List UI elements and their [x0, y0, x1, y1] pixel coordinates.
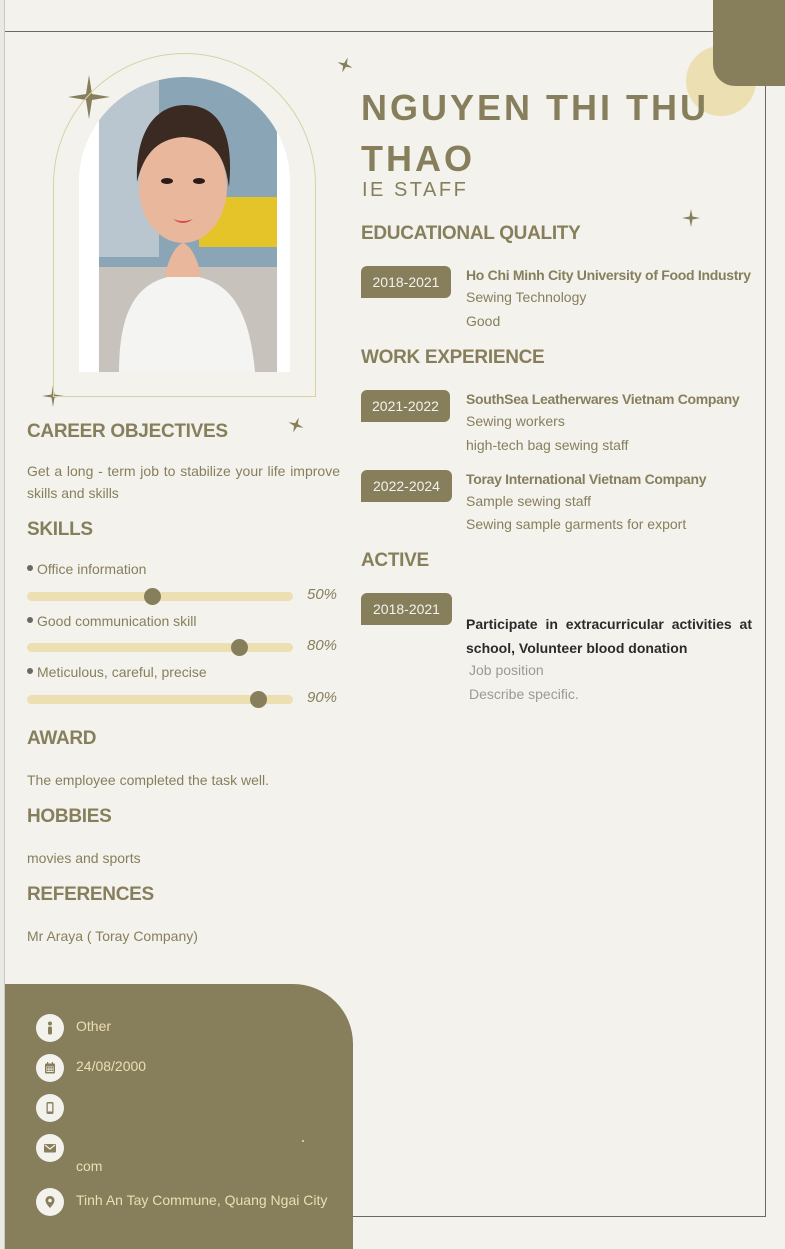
experience-period-badge: 2022-2024	[361, 470, 452, 502]
education-heading: EDUCATIONAL QUALITY	[361, 223, 581, 244]
active-heading: ACTIVE	[361, 550, 429, 571]
decor-corner-block	[713, 0, 785, 86]
experience-role: Sewing workers	[466, 413, 565, 429]
calendar-icon	[36, 1054, 64, 1082]
skills-heading: SKILLS	[27, 519, 93, 540]
education-grade: Good	[466, 313, 501, 329]
top-divider	[5, 31, 785, 32]
contact-birthday: 24/08/2000	[76, 1058, 147, 1074]
skill-label: Office information	[37, 561, 147, 577]
skill-bar	[27, 695, 293, 704]
email-dot	[302, 1140, 304, 1142]
education-major: Sewing Technology	[466, 289, 587, 305]
experience-role: Sample sewing staff	[466, 493, 592, 509]
active-job-position: Job position	[469, 662, 544, 678]
active-describe: Describe specific.	[469, 686, 579, 702]
sparkle-icon	[288, 417, 304, 437]
references-heading: REFERENCES	[27, 884, 154, 905]
award-heading: AWARD	[27, 728, 97, 749]
skill-bar	[27, 592, 293, 601]
contact-email[interactable]: com	[76, 1158, 103, 1174]
award-text: The employee completed the task well.	[27, 772, 270, 788]
education-period-badge: 2018-2021	[361, 266, 451, 298]
skill-knob	[144, 588, 161, 605]
education-school: Ho Chi Minh City University of Food Industry	[466, 267, 751, 283]
contact-gender: Other	[76, 1018, 112, 1034]
mail-icon	[36, 1134, 64, 1162]
candidate-name: NGUYEN THI THU THAO	[361, 87, 709, 179]
skill-percent: 50%	[307, 586, 338, 603]
profile-photo	[79, 77, 290, 372]
bottom-border	[345, 1216, 766, 1217]
skill-label: Good communication skill	[37, 613, 197, 629]
career-text: Get a long - term job to stabilize your life improve skills and skills	[27, 463, 340, 501]
location-pin-icon	[36, 1188, 64, 1216]
experience-period-badge: 2021-2022	[361, 390, 450, 422]
skill-label: Meticulous, careful, precise	[37, 664, 207, 680]
hobbies-text: movies and sports	[27, 850, 141, 866]
sparkle-icon	[337, 57, 353, 77]
skill-knob	[250, 691, 267, 708]
hobbies-heading: HOBBIES	[27, 806, 112, 827]
career-heading: CAREER OBJECTIVES	[27, 421, 228, 442]
experience-heading: WORK EXPERIENCE	[361, 347, 545, 368]
experience-detail: Sewing sample garments for export	[466, 516, 687, 532]
experience-company: Toray International Vietnam Company	[466, 471, 707, 487]
references-text: Mr Araya ( Toray Company)	[27, 928, 198, 944]
skill-knob	[231, 639, 248, 656]
candidate-position: IE STAFF	[362, 179, 469, 201]
skill-item	[27, 613, 197, 629]
active-period-badge: 2018-2021	[361, 593, 452, 625]
skill-bar	[27, 643, 293, 652]
skill-item	[27, 664, 207, 680]
experience-detail: high-tech bag sewing staff	[466, 437, 629, 453]
contact-address: Tinh An Tay Commune, Quang Ngai City	[76, 1192, 328, 1208]
skill-item	[27, 561, 146, 577]
right-border	[765, 31, 766, 1217]
resume-page	[4, 0, 785, 1249]
skill-percent: 80%	[307, 637, 338, 654]
skill-percent: 90%	[307, 689, 338, 706]
sparkle-icon	[682, 209, 700, 231]
experience-company: SouthSea Leatherwares Vietnam Company	[466, 391, 740, 407]
person-icon	[36, 1014, 64, 1042]
active-description: Participate in extracurricular activities at school, Volunteer blood donation	[466, 616, 752, 656]
phone-icon	[36, 1094, 64, 1122]
